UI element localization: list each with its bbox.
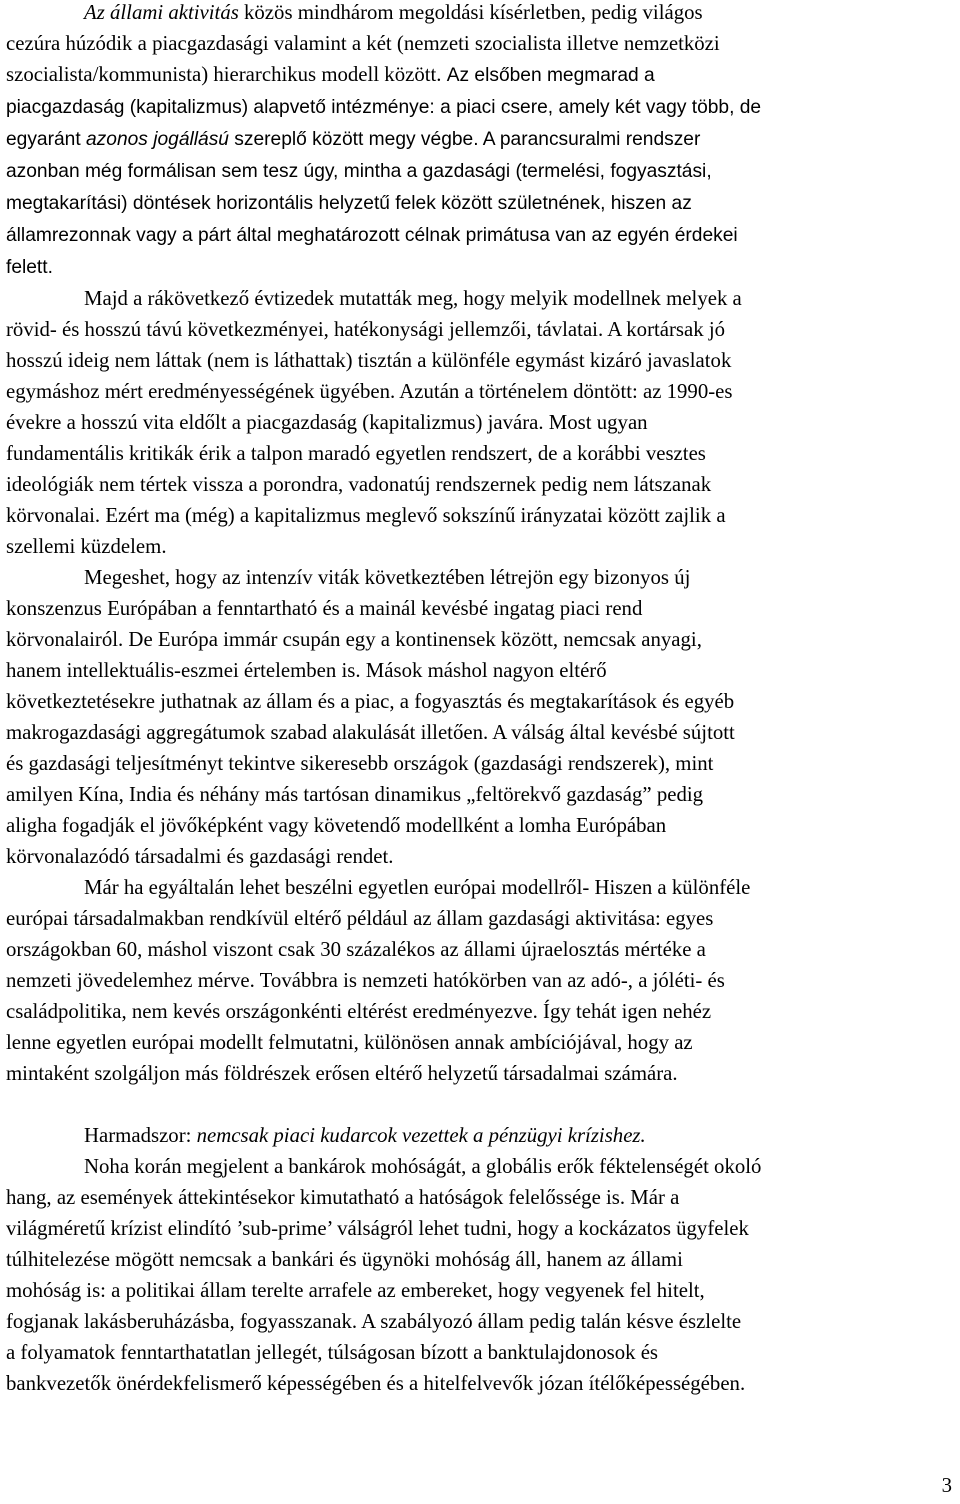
paragraph-4: Már ha egyáltalán lehet beszélni egyetlen európai modellről- Hiszen a különféle európai társadalmakban rendkívül eltérő például az állam gazdasági aktivitása: egyes országokban 60, máshol viszont csak 30 százalékos az állami újraelosztás mértéke a nemzeti jövedelemhez mérve. Továbbra is nemzeti hatókörben van az adó-, a jóléti- és családpolitika, nem kevés országonkénti eltérést eredményezve. Így tehát igen nehéz lenne egyetlen európai modellt felmutatni, különösen annak ambíciójával, hogy az mintaként szolgáljon más földrészek erősen eltérő helyzetű társadalmai számára. bbox=[6, 876, 751, 1085]
italic-phrase: Az állami aktivitás bbox=[84, 1, 239, 24]
paragraph-1-text: közös mindhárom megoldási kísérletben, pedig világos cezúra húzódik a piacgazdasági valamint a két (nemzeti szocialista illetve nemzetközi szocialista/kommunista) hierarchikus modell között. bbox=[6, 1, 720, 86]
page-number: 3 bbox=[941, 1474, 952, 1497]
paragraph-2: Majd a rákövetkező évtizedek mutatták meg, hogy melyik modellnek melyek a rövid- és hosszú távú következményei, hatékonysági jellemzői, távlatai. A kortársak jó hosszú ideig nem láttak (nem is láthattak) tisztán a különféle egymást kizáró javaslatok egymáshoz mért eredményességének ügyében. Azután a történelem döntött: az 1990-es évekre a hosszú vita eldőlt a piacgazdaság (kapitalizmus) javára. Most ugyan fundamentális kritikák érik a talpon maradó egyetlen rendszert, de a korábbi vesztes ideológiák nem tértek vissza a porondra, vadonatúj rendszernek pedig nem látszanak körvonalai. Ezért ma (még) a kapitalizmus meglevő sokszínű irányzatai között zajlik a szellemi küzdelem. bbox=[6, 287, 742, 558]
section-heading bbox=[6, 1120, 954, 1151]
body-text bbox=[6, 0, 954, 1399]
italic-phrase-sans: azonos jogállású bbox=[86, 129, 229, 150]
paragraph-3: Megeshet, hogy az intenzív viták következtében létrejön egy bizonyos új konszenzus Európában a fenntartható és a mainál kevésbé ingatag piaci rend körvonalairól. De Európa immár csupán egy a kontinensek között, nemcsak anyagi, hanem intellektuális-eszmei értelemben is. Mások máshol nagyon eltérő következtetésekre juthatnak az állam és a piac, a fogyasztás és megtakarítások és egyéb makrogazdasági aggregátumok szabad alakulását illetően. A válság által kevésbé sújtott és gazdasági teljesítményt tekintve sikeresebb országok (gazdasági rendszerek), mint amilyen Kína, India és néhány más tartósan dinamikus „feltörekvő gazdaság” pedig aligha fogadják el jövőképként vagy követendő modellként a lomha Európában körvonalazódó társadalmi és gazdasági rendet. bbox=[6, 566, 735, 868]
blank-line bbox=[6, 1089, 954, 1120]
paragraph-5: Noha korán megjelent a bankárok mohóságát, a globális erők féktelenségét okoló hang, az események áttekintésekor kimutatható a hatóságok felelőssége is. Már a világméretű krízist elindító ’sub-prime’ válságról lehet tudni, hogy a kockázatos ügyfelek túlhitelezése mögött nemcsak a bankári és ügynöki mohóság áll, hanem az állami mohóság is: a politikai állam terelte arrafele az embereket, hogy vegyenek fel hitelt, fogjanak lakásberuházásba, fogyasszanak. A szabályozó állam pedig talán késve észlelte a folyamatok fenntarthatatlan jellegét, túlságosan bízott a banktulajdonosok és bankvezetők önérdekfelismerő képességében és a hitelfelvevők józan ítélőképességében. bbox=[6, 1155, 762, 1395]
paragraph-1 bbox=[6, 0, 954, 283]
paragraph-1-sans-text: Az elsőben megmarad a piacgazdaság (kapitalizmus) alapvető intézménye: a piaci csere, amely két vagy több, de egyaránt bbox=[6, 65, 762, 150]
paragraph-1-sans-text-end: szereplő között megy végbe. A parancsuralmi rendszer azonban még formálisan sem tesz úgy, mintha a gazdasági (termelési, fogyasztási, megtakarítási) döntések horizontális helyzetű felek között születnének, hiszen az államrezonnak vagy a párt által meghatározott célnak primátusa van az egyén érdekei felett. bbox=[6, 129, 738, 278]
section-heading-italic: nemcsak piaci kudarcok vezettek a pénzügyi krízishez. bbox=[196, 1124, 646, 1147]
section-heading-prefix: Harmadszor: bbox=[84, 1124, 197, 1147]
